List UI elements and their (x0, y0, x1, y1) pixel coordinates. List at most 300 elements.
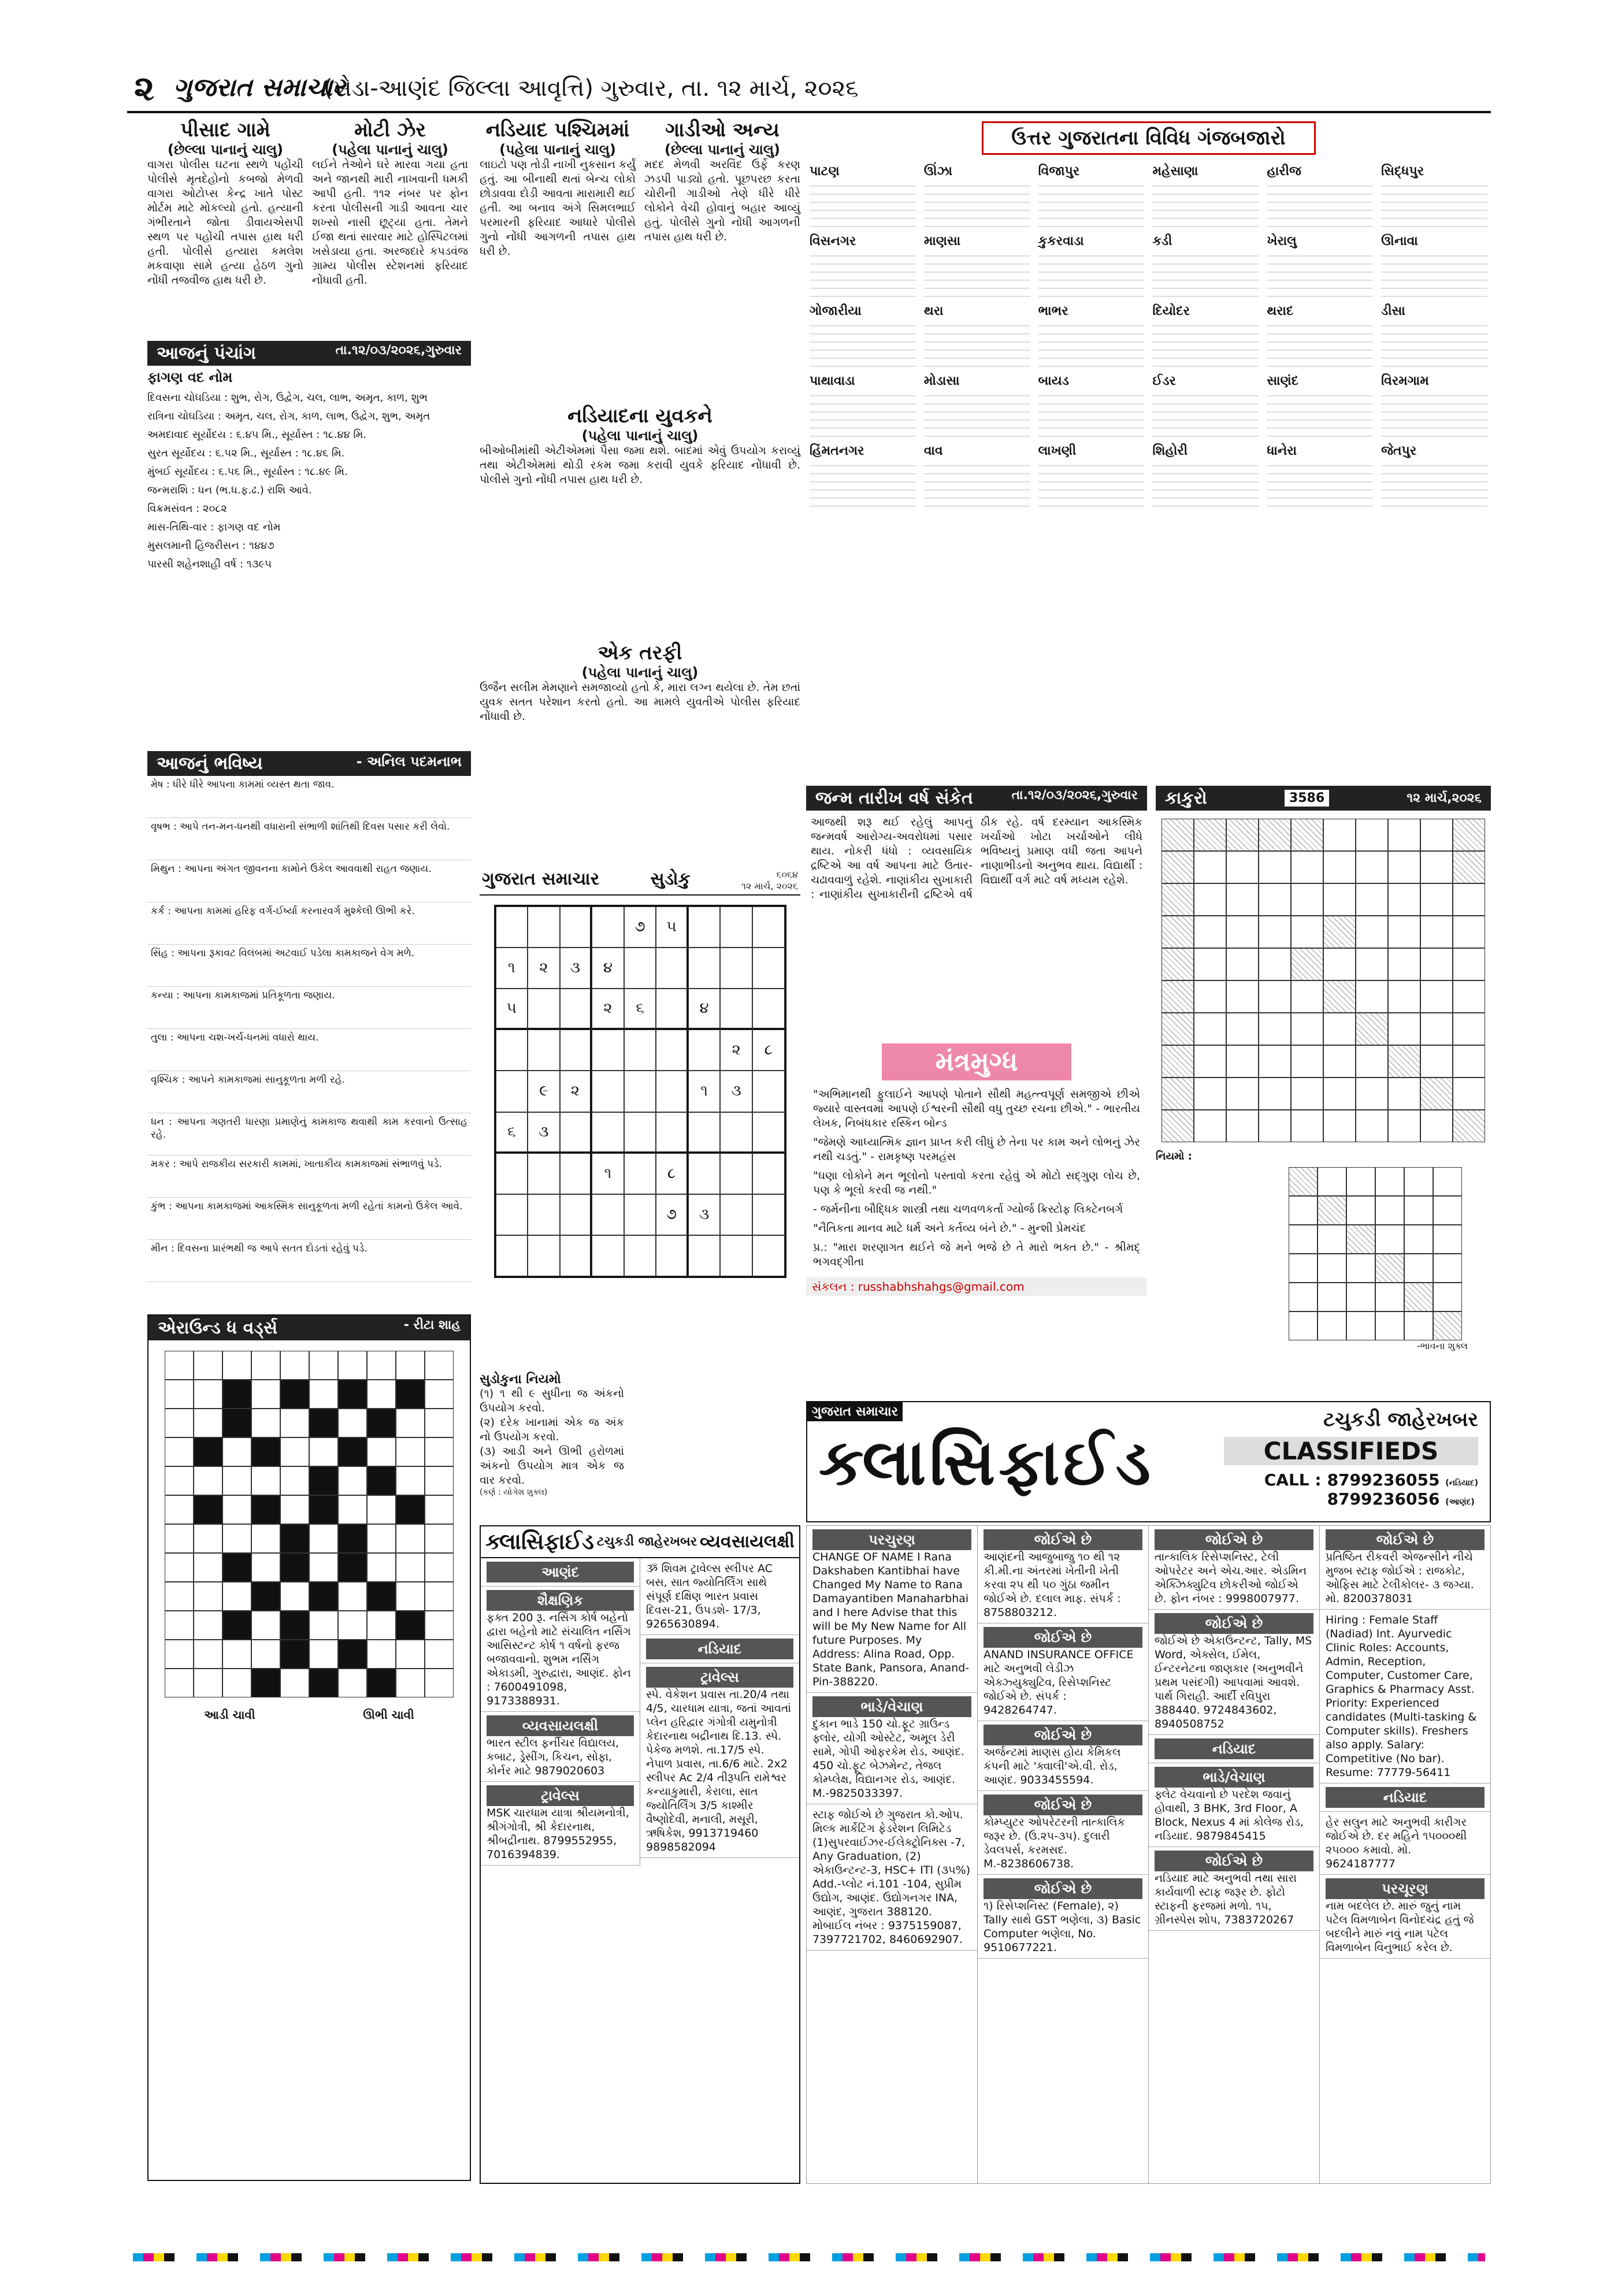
crossword-cell (309, 1553, 338, 1582)
sudoku-rule: (૩) આડી અને ઊભી હરોળમાં અંકનો ઉપયોગ માત્ર એક જ વાર કરવો. (480, 1445, 624, 1487)
horoscope-sign: વૃષભ : આપે તન-મન-ધનથી વધારાની સંભાળી શાંતિથી દિવસ પસાર કરી લેવો. (147, 818, 471, 860)
horoscope-sign: કન્યા : આપના કામકાજમાં પ્રતિકૂળતા જણાય. (147, 987, 471, 1029)
kakuro-cell (1420, 916, 1453, 948)
crossword-cell (194, 1380, 222, 1409)
sudoku-cell (528, 1030, 560, 1071)
sudoku-cell (560, 1194, 592, 1235)
small-classified-columns (481, 1558, 799, 1866)
kakuro-cell (1388, 916, 1420, 948)
crossword-cell (222, 1409, 251, 1437)
classified-ad (640, 1635, 799, 1663)
sudoku-cell (624, 1030, 656, 1071)
big-classified-header (806, 1401, 1491, 1522)
crossword-cell (194, 1669, 222, 1697)
market-price-lines (1152, 458, 1259, 510)
market-place-block (1381, 444, 1487, 510)
sudoku-cell (656, 948, 688, 989)
market-place-block (810, 374, 916, 440)
kakuro-cell (1453, 883, 1485, 916)
crossword-cell (425, 1669, 454, 1697)
market-place-name: ખેરાલુ (1267, 234, 1297, 248)
crossword-cell (309, 1495, 338, 1524)
story-ek-tarfi (480, 641, 800, 861)
big-classified-eng: CLASSIFIEDS (1224, 1437, 1478, 1465)
market-price-lines (810, 318, 916, 370)
across-title: આડી ચાવી (204, 1708, 255, 1722)
sudoku-cell (496, 906, 528, 948)
kakuro-cell (1194, 1013, 1226, 1045)
panchang-line: સુરત સૂર્યોદય : ૬.૫૨ મિ., સૂર્યાસ્ત : ૧૮.૪૬ મિ. (147, 447, 345, 459)
market-place-block (1038, 164, 1145, 231)
kakuro-cell (1194, 1045, 1226, 1078)
kakuro-cell (1161, 883, 1194, 916)
kakuro-solution-cell (1375, 1312, 1404, 1340)
crossword-cell (194, 1582, 222, 1611)
sudoku-cell (720, 1112, 752, 1153)
sudoku-cell: ૨ (720, 1030, 752, 1071)
crossword-cell (396, 1409, 425, 1437)
market-place-block (1381, 234, 1487, 300)
kakuro-cell (1291, 1045, 1323, 1078)
market-price-lines (1152, 248, 1259, 300)
kakuro-cell (1356, 1110, 1388, 1142)
horoscope-sign: મેષ : ધીરે ધીરે આપના કામમાં વ્યસ્ત થતા જાવ. (147, 776, 471, 818)
classified-ad (1149, 1735, 1319, 1763)
crossword-cell (194, 1409, 222, 1437)
kakuro-grid (1161, 819, 1485, 1142)
crossword-cell (338, 1524, 367, 1553)
crossword-cell (309, 1640, 338, 1669)
panchang-line: અમદાવાદ સૂર્યોદય : ૬.૪૫ મિ., સૂર્યાસ્ત : ૧૮.૪૪ મિ. (147, 429, 367, 441)
crossword-cell (338, 1409, 367, 1437)
classified-ad-text: Hiring : Female Staff (Nadiad) Int. Ayurvedic Clinic Roles: Accounts, Admin, Reception, Computer, Customer Care, Graphics & Pharmacy Asst. Priority: Experienced candidates (Multi-tasking & Computer skills). Freshers also apply. Salary: Competitive (No bar). Resume: 77779-56411 (1326, 1614, 1477, 1779)
kakuro-cell (1194, 916, 1226, 948)
crossword-cell (396, 1495, 425, 1524)
crossword-cell (194, 1524, 222, 1553)
market-place-block (924, 304, 1030, 370)
phone-note: (નડિયાદ) (1445, 1478, 1478, 1488)
kakuro-title: કાકુરો (1165, 788, 1207, 808)
kakuro-cell (1194, 948, 1226, 980)
market-price-lines (1381, 179, 1487, 231)
panchang-heading: ફાગણ વદ નોમ (147, 369, 233, 385)
crossword-cell (251, 1437, 280, 1466)
classified-ad (807, 1693, 977, 1804)
edition-line: (ખેડા-આણંદ જિલ્લા આવૃત્તિ) ગુરુવાર, તા. ૧૨ માર્ચ, ૨૦૨૬ (324, 75, 859, 102)
kakuro-cell (1323, 883, 1356, 916)
crossword-cell (165, 1524, 194, 1553)
kakuro-cell (1161, 851, 1194, 883)
sudoku-cell (752, 906, 785, 948)
horoscope-sign: કર્ક : આપના કામમાં હરિફ વર્ગ-ઈર્ષ્યા કરનારવર્ગ મુશ્કેલી ઊભી કરે. (147, 902, 471, 945)
sudoku-cell (624, 1194, 656, 1235)
phone-block (1327, 1470, 1478, 1509)
kakuro-cell (1388, 883, 1420, 916)
kakuro-solution-cell (1375, 1167, 1404, 1196)
market-price-lines (810, 248, 916, 300)
sudoku-cell (688, 1235, 721, 1276)
classified-ad-text: પ્રતિષ્ઠિત રીકવરી એજન્સીને નીચે મુજબ સ્ટાફ જોઈએ : રાજકોટ, ઓફિસ માટે ટેલીકોલર- ૩ જગ્યા. મો. 8200378031 (1326, 1551, 1474, 1605)
sudoku-cell: ૮ (656, 1153, 688, 1194)
crossword-cell (309, 1524, 338, 1553)
market-place-name: વિજાપુર (1038, 164, 1080, 179)
market-list (806, 161, 1491, 514)
kakuro-cell (1388, 1078, 1420, 1110)
sudoku-cell (528, 1153, 560, 1194)
panchang-line: રાત્રિના ચોઘડિયા : અમૃત, ચલ, રોગ, કાળ, લાભ, ઉદ્વેગ, શુભ, અમૃત (147, 410, 431, 422)
kakuro-cell (1259, 851, 1291, 883)
kakuro-cell (1323, 1110, 1356, 1142)
kakuro-cell (1420, 851, 1453, 883)
classified-ad (481, 1782, 640, 1866)
market-price-lines (1038, 318, 1145, 370)
crossword-cell (425, 1640, 454, 1669)
classified-ad-heading: નડિયાદ (1155, 1738, 1313, 1759)
panchang-line: જન્મરાશિ : ધન (ભ.ધ.ફ.ઢ.) રાશિ આવે. (147, 484, 312, 496)
sudoku-cell (592, 1194, 624, 1235)
kakuro-cell (1420, 1013, 1453, 1045)
kakuro-cell (1356, 883, 1388, 916)
sudoku-cell (752, 989, 785, 1030)
crossword-cell (222, 1640, 251, 1669)
crossword-cell (309, 1466, 338, 1495)
kakuro-cell (1259, 883, 1291, 916)
crossword-cell (425, 1380, 454, 1409)
market-price-lines (924, 318, 1030, 370)
kakuro-cell (1453, 1045, 1485, 1078)
crossword-cell (280, 1669, 309, 1697)
kakuro-cell (1259, 948, 1291, 980)
birthday-header (806, 786, 1147, 811)
market-place-block (924, 444, 1030, 510)
classified-ad (1320, 1812, 1490, 1875)
kakuro-cell (1388, 1045, 1420, 1078)
panchang-date: તા.૧૨/૦૩/૨૦૨૬,ગુરુવાર (335, 343, 462, 358)
market-price-lines (1267, 458, 1373, 510)
market-place-name: મોડાસા (923, 374, 960, 388)
sudoku-cell: ૪ (592, 948, 624, 989)
kakuro-cell (1323, 916, 1356, 948)
classified-ad (1149, 1526, 1319, 1610)
kakuro-solution-cell (1404, 1225, 1433, 1254)
classified-ad (978, 1875, 1148, 1959)
market-box (806, 116, 1491, 777)
crossword-cell (194, 1640, 222, 1669)
small-classified-title: ક્લાસિફાઈડ (485, 1529, 594, 1554)
horoscope-header (147, 751, 471, 776)
story-gadio (644, 118, 800, 396)
crossword-cell (338, 1495, 367, 1524)
market-place-name: ઊંઝા (923, 164, 952, 179)
market-price-lines (1381, 388, 1487, 440)
kakuro-cell (1161, 819, 1194, 851)
market-place-name: પાથાવાડા (810, 374, 855, 388)
kakuro-cell (1194, 1110, 1226, 1142)
market-place-name: ભાભર (1038, 304, 1068, 318)
sudoku-cell (528, 1235, 560, 1276)
crossword-cell (222, 1495, 251, 1524)
kakuro-cell (1161, 1013, 1194, 1045)
panchang-box (147, 341, 471, 745)
kakuro-cell (1356, 980, 1388, 1013)
sudoku-cell: ૬ (496, 1112, 528, 1153)
classified-ad-heading: નડિયાદ (1326, 1787, 1485, 1808)
crossword-cell (309, 1611, 338, 1640)
kakuro-cell (1226, 916, 1259, 948)
kakuro-solution-cell (1375, 1196, 1404, 1225)
sudoku-cell: ૩ (528, 1112, 560, 1153)
big-classified-call (1264, 1470, 1478, 1509)
crossword-cell (367, 1640, 396, 1669)
story-title: ગાડીઓ અન્ય (665, 118, 780, 142)
market-place-name: વિરમગામ (1381, 374, 1429, 388)
kakuro-cell (1291, 916, 1323, 948)
kakuro-solution-cell (1318, 1167, 1346, 1196)
market-place-block (1381, 164, 1487, 231)
sudoku-cell: ૬ (624, 989, 656, 1030)
crossword-cell (280, 1553, 309, 1582)
sudoku-cell (656, 989, 688, 1030)
market-place-block (1038, 444, 1145, 510)
kakuro-cell (1420, 819, 1453, 851)
crossword-cell (165, 1351, 194, 1380)
newspaper-name: ગુજરાત સમાચાર (173, 73, 346, 102)
classified-ad (978, 1623, 1148, 1721)
kakuro-solution-cell (1318, 1225, 1346, 1254)
classified-ad (807, 1804, 977, 1951)
crossword-cell (425, 1495, 454, 1524)
classified-ad-text: નામ બદલેલ છે. મારું જુનું નામ પટેલ વિમળાબેન વિનોદચંદ્ર હતું જે બદલીને મારું નવું નામ પટેલ વિમળાબેન વિનુભાઈ કરેલ છે. (1326, 1900, 1474, 1954)
sudoku-cell (656, 1112, 688, 1153)
sudoku-cell (720, 1194, 752, 1235)
market-price-lines (924, 179, 1030, 231)
classified-ad-heading: પરચુરણ (812, 1529, 971, 1550)
story-title: પીસાદ ગામે (180, 118, 270, 142)
kakuro-solution-cell (1404, 1312, 1433, 1340)
sudoku-grid (494, 905, 786, 1278)
panchang-line: માસ-તિથિ-વાર : ફાગણ વદ નોમ (147, 521, 281, 533)
kakuro-cell (1453, 1078, 1485, 1110)
kakuro-cell (1226, 1078, 1259, 1110)
market-price-lines (810, 388, 916, 440)
sudoku-cell (560, 906, 592, 948)
kakuro-solution-cell (1318, 1312, 1346, 1340)
market-place-block (810, 304, 916, 370)
sudoku-cell: ૭ (624, 906, 656, 948)
mantra-quote: "અભિમાનથી ફુલાઈને આપણે પોતાને સૌથી મહત્ત્વપૂર્ણ સમજીએ છીએ જ્યારે વાસ્તવમાં આપણે ઈશ્વરની સૌથી વધુ તુચ્છ રચના છીએ." - ભારતીય લેખક, નિબંધકાર રસ્કિન બોન્ડ (813, 1088, 1140, 1130)
kakuro-solution-cell (1289, 1167, 1318, 1196)
ads-column-r2 (978, 1526, 1149, 2183)
kakuro-cell (1388, 851, 1420, 883)
sudoku-cell (720, 948, 752, 989)
market-place-name: થરાદ (1267, 304, 1294, 318)
horoscope-sign: મિથુન : આપના અંગત જીવનના કામોને ઉકેલ આવવાથી રાહત જણાય. (147, 860, 471, 902)
kakuro-solution-cell (1289, 1283, 1318, 1312)
classified-ad (1320, 1526, 1490, 1610)
ads-column-r4 (1320, 1526, 1490, 2183)
sudoku-date: ૧૨ માર્ચ, ૨૦૨૬ (741, 880, 798, 891)
panchang-title: આજનું પંચાંગ (157, 343, 257, 363)
crossword-cell (338, 1582, 367, 1611)
crossword-cell (222, 1669, 251, 1697)
classified-ad (1149, 1610, 1319, 1735)
kakuro-solution-cell (1433, 1167, 1462, 1196)
mantra-quote: - જર્મનીના બૌદ્ધિક શાસ્ત્રી તથા ચળવળકર્તા ગ્યોર્જ ક્રિસ્ટોફ લિક્ટેનબર્ગ (813, 1203, 1123, 1216)
market-place-name: માણસા (923, 234, 961, 248)
sudoku-cell (752, 1153, 785, 1194)
crossword-box (147, 1314, 471, 2181)
crossword-cell (367, 1380, 396, 1409)
kakuro-cell (1356, 819, 1388, 851)
kakuro-cell (1161, 1045, 1194, 1078)
classified-ad (978, 1791, 1148, 1875)
classified-ad-heading: જોઈએ છે (1155, 1529, 1313, 1550)
crossword-cell (338, 1669, 367, 1697)
market-price-lines (1267, 318, 1373, 370)
market-price-lines (924, 458, 1030, 510)
classified-ad (1320, 1784, 1490, 1812)
crossword-cell (222, 1466, 251, 1495)
phone-number: 8799236055 (1327, 1470, 1440, 1489)
crossword-cell (425, 1582, 454, 1611)
mantra-quote: "જેમણે આધ્યાત્મિક જ્ઞાન પ્રાપ્ત કરી લીધું છે તેના પર કામ અને લોભનું ઝેર નથી ચડતું." - રામકૃષ્ણ પરમહંસ (813, 1136, 1140, 1163)
crossword-cell (280, 1524, 309, 1553)
crossword-cell (425, 1553, 454, 1582)
kakuro-cell (1388, 1110, 1420, 1142)
big-classified-title: ક્લાસિફાઈડ (819, 1425, 1155, 1499)
crossword-cell (222, 1524, 251, 1553)
market-price-lines (1267, 179, 1373, 231)
classified-ad (481, 1712, 640, 1782)
market-place-block (1267, 444, 1373, 510)
horoscope-list (147, 776, 471, 1282)
market-place-name: કુકરવાડા (1038, 234, 1084, 248)
classified-ad-text: અર્જન્ટમાં માણસ હોય કેમિકલ કંપની માટે 'ક્વાલી'એ.વી. રોડ, આણંદ. 9033455594. (984, 1746, 1121, 1786)
kakuro-cell (1259, 1078, 1291, 1110)
market-place-block (1267, 304, 1373, 370)
kakuro-date: ૧૨ માર્ચ,૨૦૨૬ (1407, 791, 1482, 805)
crossword-cell (367, 1611, 396, 1640)
market-place-name: કડી (1152, 234, 1172, 248)
crossword-cell (194, 1553, 222, 1582)
market-place-block (1381, 304, 1487, 370)
sudoku-cell: ૯ (528, 1071, 560, 1112)
kakuro-cell (1291, 1078, 1323, 1110)
market-price-lines (1152, 318, 1259, 370)
story-body: વાગરા પોલીસ ઘટના સ્થળે પહોંચી પોલીસે મૃતદેહોનો કબજો મેળવી વાગરા ઓટોપ્સ કેન્દ્ર ખાતે પોસ્ટ મોર્ટમ માટે મોકલ્યો હતો. હત્યાની ગંભીરતાને જોતા ડીવાયએસપી સ્થળ પર પહોંચી તપાસ હાથ ધરી હતી. પોલીસે હત્યારા કમલેશ મકવાણા સામે હત્યા હેઠળ ગુનો નોંધી તજવીજ હાથ ધરી છે. (147, 158, 303, 287)
kakuro-cell (1259, 1110, 1291, 1142)
kakuro-solution-cell (1346, 1312, 1375, 1340)
kakuro-cell (1161, 948, 1194, 980)
sudoku-cell (624, 1071, 656, 1112)
panchang-line: પારસી શહેનશાહી વર્ષ : ૧૩૯૫ (147, 558, 272, 570)
crossword-cell (367, 1495, 396, 1524)
crossword-cell (425, 1466, 454, 1495)
crossword-cell (280, 1611, 309, 1640)
market-place-block (1152, 444, 1259, 510)
market-place-block (924, 234, 1030, 300)
classified-ad-text: ફ્લેટ વેચવાનો છે પરદેશ જવાનું હોવાથી, 3 BHK, 3rd Floor, A Block, Nexus 4 માં કોલેજ રોડ, નડિયાદ. 9879845415 (1155, 1788, 1304, 1842)
panchang-line: દિવસના ચોઘડિયા : શુભ, રોગ, ઉદ્વેગ, ચલ, લાભ, અમૃત, કાળ, શુભ (147, 392, 428, 404)
kakuro-solution-cell (1289, 1312, 1318, 1340)
market-place-name: થરા (923, 304, 944, 318)
sudoku-cell: ૫ (656, 906, 688, 948)
kakuro-cell (1356, 1013, 1388, 1045)
mantra-quote: "ઘણા લોકોને મન ભૂલોનો પસ્તાવો કરતા રહેવું એ મોટો સદ્ગુણ લોચ છે, પણ કે ભૂલો કરવી જ નથી." (813, 1169, 1140, 1197)
kakuro-cell (1356, 948, 1388, 980)
kakuro-cell (1388, 948, 1420, 980)
market-price-lines (1038, 248, 1145, 300)
crossword-cell (222, 1611, 251, 1640)
kakuro-cell (1194, 980, 1226, 1013)
sudoku-rule: (૨) દરેક ખાનામાં એક જ અંક નો ઉપયોગ કરવો. (480, 1416, 624, 1443)
market-title: ઉત્તર ગુજરાતના વિવિધ ગંજબજારો (982, 121, 1316, 155)
crossword-cell (280, 1380, 309, 1409)
story-sub: (પહેલા પાનાનું ચાલુ) (581, 664, 699, 681)
crossword-cell (309, 1669, 338, 1697)
call-label: CALL : (1264, 1470, 1322, 1489)
crossword-cell (251, 1380, 280, 1409)
registration-marks (133, 2253, 1485, 2261)
classified-ad-text: દુકાન ભાડે 150 ચો.ફૂટ ગ્રાઉન્ડ ફ્લોર, યોગી ઓસ્ટેટ, અમૂલ ડેરી સામે, ગોપી ઓફરકેમ રોડ, આણંદ. 450 ચો.ફૂટ બેઝમેન્ટ, તેજલ કોમ્પ્લેક્ષ, વિદ્યાનગર રોડ, આણંદ. M.-9825033397. (812, 1718, 964, 1800)
kakuro-cell (1453, 851, 1485, 883)
sudoku-cell (656, 1235, 688, 1276)
classified-ad-heading: જોઈએ છે (984, 1627, 1142, 1648)
sudoku-cell (752, 1112, 785, 1153)
birthday-body: આજથી શરૂ થઈ રહેલું આપનું જન્મવર્ષ આરોગ્ય-અવરોધમાં પસાર થાય. નોકરી ધંધો : વ્યવસાયિક દ્રષ્ટિએ આ વર્ષ આપના માટે ઉતાર-ચઢાવવાળું રહેશે. નાણાંકીય સુખાકારી : નાણાંકીય સુખાકારીની દ્રષ્ટિએ વર્ષ ઠીક રહે. વર્ષ દરમ્યાન આકસ્મિક ખર્ચાઓ ખોટા ખર્ચાઓને લીધે ભવિષ્યનું પ્રમાણ વધી જતા આપને નાણાભીડનો અનુભવ થાય. વિદ્યાર્થી : વિદ્યાર્થી વર્ગ માટે વર્ષ મધ્યમ રહેશે. (811, 816, 1142, 901)
crossword-cell (280, 1640, 309, 1669)
market-price-lines (924, 388, 1030, 440)
market-place-block (1038, 304, 1145, 370)
market-place-block (1267, 374, 1373, 440)
sudoku-cell: ૧ (496, 948, 528, 989)
sudoku-cell: ૩ (720, 1071, 752, 1112)
kakuro-solution-cell (1404, 1167, 1433, 1196)
sudoku-cell (528, 906, 560, 948)
panchang-lines (147, 389, 471, 574)
market-price-lines (1152, 388, 1259, 440)
classified-ad (1149, 1763, 1319, 1847)
birthday-box (806, 786, 1147, 1034)
crossword-cell (367, 1669, 396, 1697)
market-price-lines (1038, 179, 1145, 231)
market-price-lines (1267, 248, 1373, 300)
crossword-header (149, 1316, 470, 1340)
horoscope-sign: વૃશ્ચિક : આપને કામકાજમાં સાનુકૂળતા મળી રહે. (147, 1071, 471, 1113)
kakuro-solution-cell (1346, 1196, 1375, 1225)
sudoku-paper: ગુજરાત સમાચાર (482, 869, 600, 889)
kakuro-cell (1420, 1045, 1453, 1078)
market-place-name: ગોજારીયા (810, 304, 862, 318)
kakuro-cell (1356, 916, 1388, 948)
crossword-cell (367, 1466, 396, 1495)
kakuro-cell (1323, 851, 1356, 883)
sudoku-box (480, 867, 800, 1364)
sudoku-cell (496, 1235, 528, 1276)
crossword-cell (367, 1553, 396, 1582)
crossword-cell (194, 1466, 222, 1495)
kakuro-cell (1323, 1013, 1356, 1045)
kakuro-cell (1161, 916, 1194, 948)
classified-ad-text: ફક્ત 200 રૂ. નર્સિંગ કોર્ષ બહેનો દ્વારા બહેનો માટે સંચાલિત નર્સિંગ આસિસ્ટન્ટ કોર્ષ ૧ વર્ષનો ફરજ બજાવવાનો. શુભમ નર્સિંગ એકાડમી, ગુરુદ્વારા, આણંદ. ફોન : 7600491098, 9173388931. (487, 1611, 631, 1707)
classified-ad-heading: જોઈએ છે (1326, 1529, 1485, 1550)
kakuro-cell (1453, 819, 1485, 851)
sudoku-cell (592, 1235, 624, 1276)
market-place-name: શિહોરી (1152, 444, 1188, 458)
crossword-cell (425, 1437, 454, 1466)
kakuro-cell (1226, 1013, 1259, 1045)
classified-ad (640, 1558, 799, 1635)
